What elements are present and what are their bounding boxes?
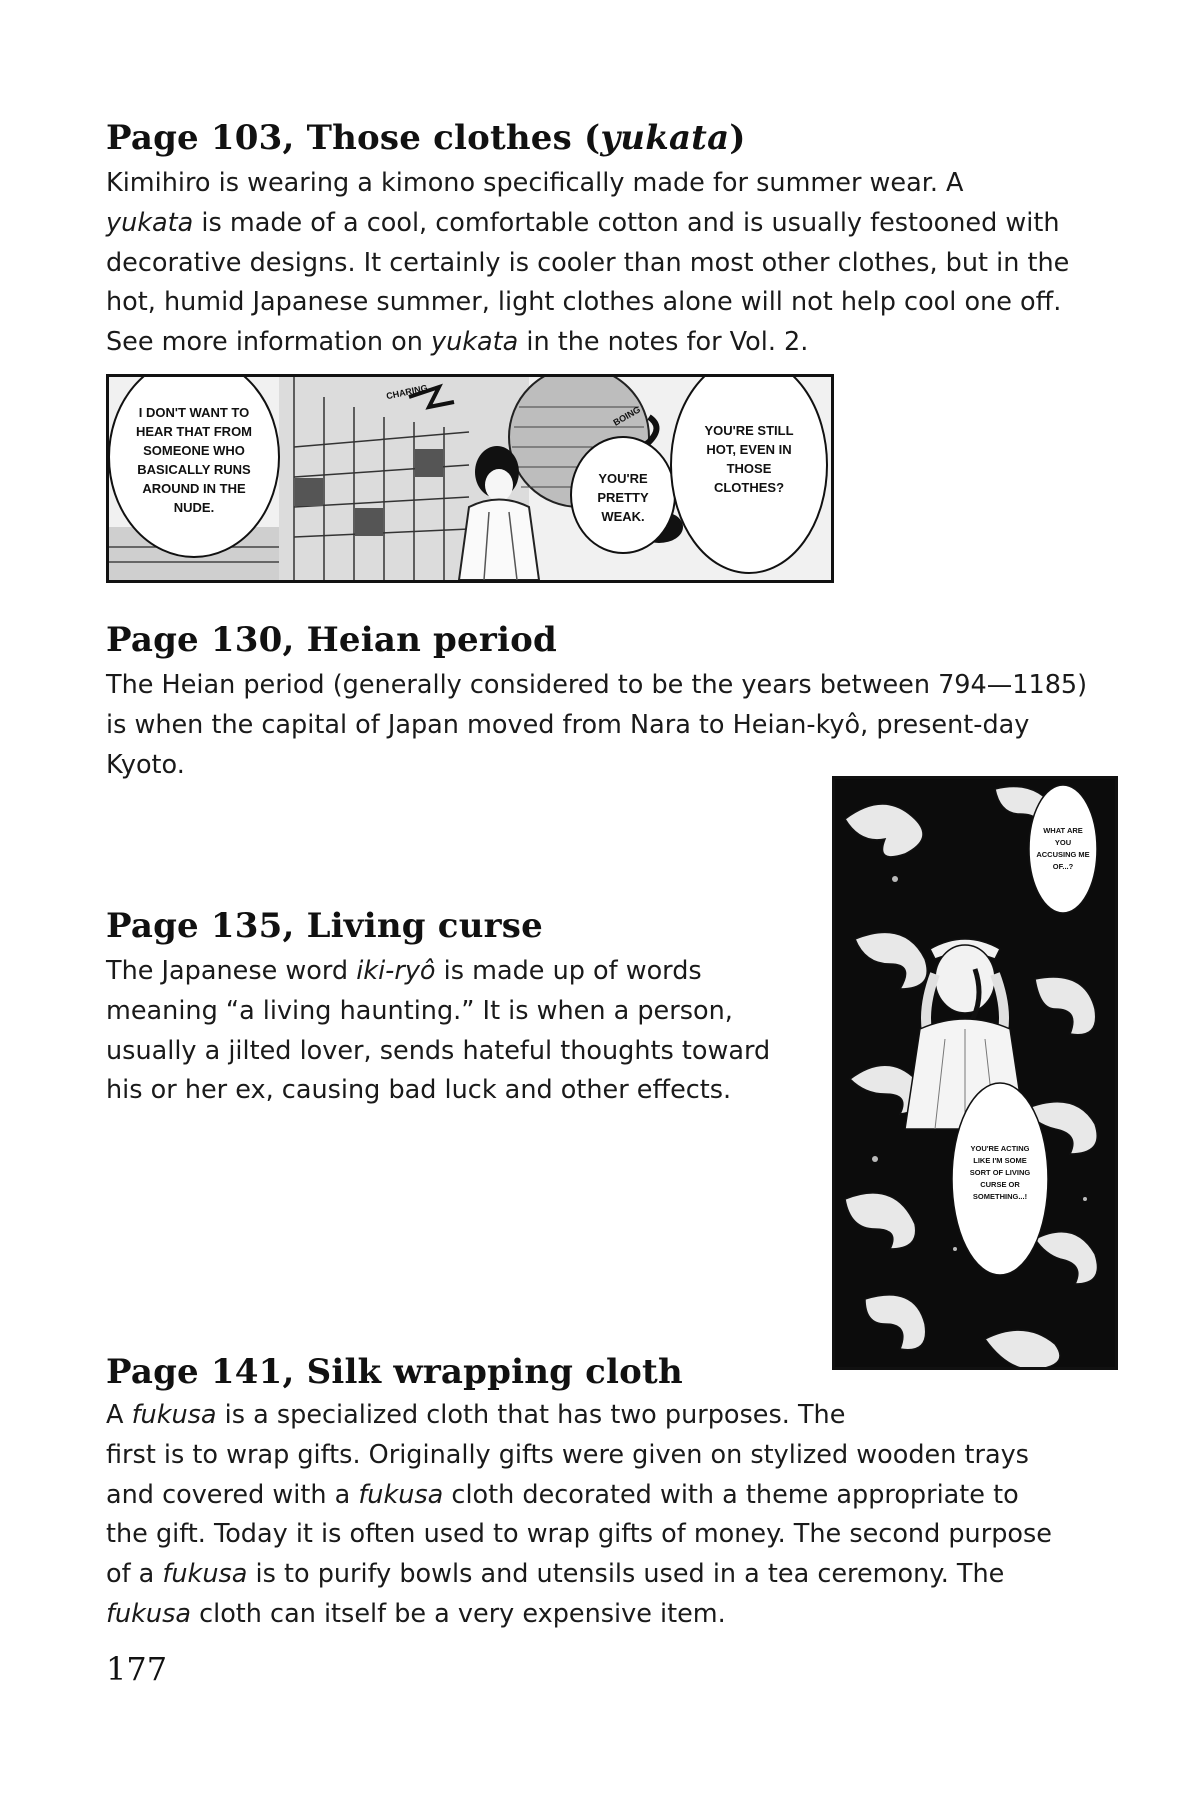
speech-bubble-right: YOU'RE STILL HOT, EVEN IN THOSE CLOTHES? (704, 423, 794, 495)
note-title-yukata: Page 103, Those clothes (yukata) (106, 118, 746, 158)
body-line: yukata is made of a cool, comfortable cotton and is usually festooned with (106, 207, 1060, 238)
note-body-heian (106, 666, 1087, 785)
body-line: Kyoto. (106, 749, 185, 780)
body-line: See more information on yukata in the notes for Vol. 2. (106, 327, 809, 358)
body-line: first is to wrap gifts. Originally gifts were given on stylized wooden trays (106, 1439, 1029, 1470)
body-line: The Heian period (generally considered to be the years between 794—1185) (106, 670, 1088, 700)
body-line: A fukusa is a specialized cloth that has two purposes. The (106, 1400, 846, 1430)
sfx-boing: BOING (611, 404, 643, 428)
note-body-living-curse (106, 952, 770, 1111)
body-line: is when the capital of Japan moved from Nara to Heian-kyô, present-day (106, 709, 1030, 740)
speech-bubble-middle: YOU'RE PRETTY WEAK. (597, 471, 649, 524)
manga-panel-living-curse (832, 776, 1118, 1370)
manga-panel-yukata (106, 374, 834, 583)
body-line: hot, humid Japanese summer, light clothes alone will not help cool one off. (106, 287, 1062, 318)
body-line: meaning “a living haunting.” It is when a person, (106, 995, 733, 1026)
note-title-silk-cloth: Page 141, Silk wrapping cloth (106, 1352, 683, 1392)
body-line: usually a jilted lover, sends hateful thoughts toward (106, 1035, 771, 1066)
body-line: of a fukusa is to purify bowls and utensils used in a tea ceremony. The (106, 1559, 1005, 1590)
note-title-heian: Page 130, Heian period (106, 620, 557, 660)
speech-bubble-top: WHAT ARE YOU ACCUSING ME OF...? (1036, 826, 1090, 871)
body-line: his or her ex, causing bad luck and other effects. (106, 1075, 732, 1106)
speech-bubble-bottom: YOU'RE ACTING LIKE I'M SOME SORT OF LIVING CURSE OR SOMETHING...! (969, 1144, 1031, 1201)
note-body-yukata (106, 164, 1069, 363)
body-line: the gift. Today it is often used to wrap gifts of money. The second purpose (106, 1519, 1052, 1550)
body-line: The Japanese word iki-ryô is made up of words (106, 956, 702, 986)
body-line: decorative designs. It certainly is cooler than most other clothes, but in the (106, 247, 1070, 278)
note-body-silk-cloth (106, 1396, 1052, 1635)
page-number: 177 (106, 1650, 168, 1688)
speech-bubble-left: I DON'T WANT TO HEAR THAT FROM SOMEONE WHO BASICALLY RUNS AROUND IN THE NUDE. (135, 405, 253, 515)
body-line: fukusa cloth can itself be a very expensive item. (106, 1598, 726, 1629)
body-line: and covered with a fukusa cloth decorated with a theme appropriate to (106, 1479, 1019, 1510)
sfx-charing: CHARING (385, 382, 429, 402)
note-title-living-curse: Page 135, Living curse (106, 906, 543, 946)
body-line: Kimihiro is wearing a kimono specifically made for summer wear. A (106, 168, 964, 198)
